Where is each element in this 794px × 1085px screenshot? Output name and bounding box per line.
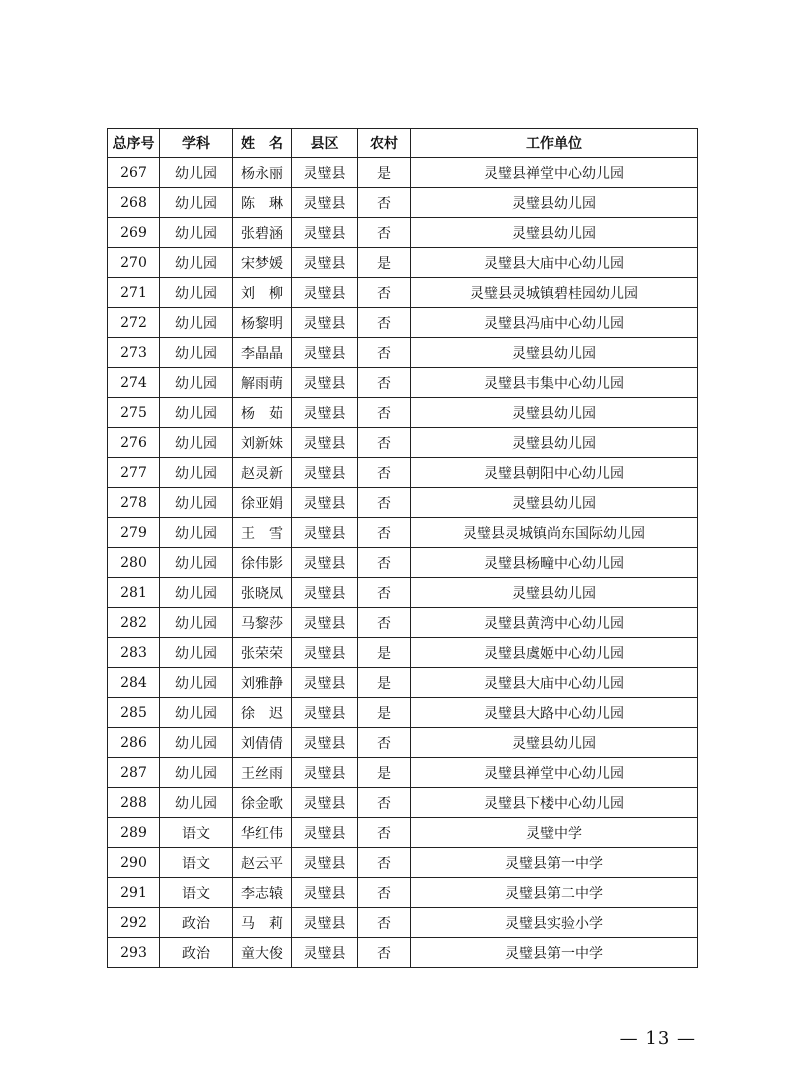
header-rural: 农村 <box>358 129 411 158</box>
cell-name: 刘倩倩 <box>233 728 292 758</box>
cell-county: 灵璧县 <box>292 728 358 758</box>
cell-rural: 否 <box>358 548 411 578</box>
cell-rural: 是 <box>358 758 411 788</box>
cell-subject: 语文 <box>160 848 233 878</box>
cell-county: 灵璧县 <box>292 278 358 308</box>
cell-serial-number: 274 <box>108 368 160 398</box>
table-row <box>108 308 698 338</box>
cell-county: 灵璧县 <box>292 518 358 548</box>
cell-serial-number: 285 <box>108 698 160 728</box>
cell-serial-number: 273 <box>108 338 160 368</box>
cell-serial-number: 275 <box>108 398 160 428</box>
cell-county: 灵璧县 <box>292 758 358 788</box>
cell-name: 杨永丽 <box>233 158 292 188</box>
cell-name: 陈 琳 <box>233 188 292 218</box>
cell-work-unit: 灵璧县幼儿园 <box>411 218 698 248</box>
table-row <box>108 458 698 488</box>
cell-subject: 幼儿园 <box>160 338 233 368</box>
cell-work-unit: 灵璧中学 <box>411 818 698 848</box>
cell-subject: 幼儿园 <box>160 488 233 518</box>
table-header-row <box>108 129 698 158</box>
cell-rural: 否 <box>358 428 411 458</box>
table-row <box>108 698 698 728</box>
cell-county: 灵璧县 <box>292 338 358 368</box>
cell-subject: 幼儿园 <box>160 218 233 248</box>
cell-work-unit: 灵璧县下楼中心幼儿园 <box>411 788 698 818</box>
cell-rural: 是 <box>358 668 411 698</box>
cell-serial-number: 288 <box>108 788 160 818</box>
cell-work-unit: 灵璧县韦集中心幼儿园 <box>411 368 698 398</box>
cell-subject: 幼儿园 <box>160 248 233 278</box>
cell-name: 杨黎明 <box>233 308 292 338</box>
header-subject: 学科 <box>160 129 233 158</box>
cell-serial-number: 293 <box>108 938 160 968</box>
cell-serial-number: 278 <box>108 488 160 518</box>
cell-name: 徐伟影 <box>233 548 292 578</box>
cell-rural: 是 <box>358 158 411 188</box>
cell-subject: 幼儿园 <box>160 788 233 818</box>
cell-work-unit: 灵璧县幼儿园 <box>411 578 698 608</box>
cell-serial-number: 270 <box>108 248 160 278</box>
table-row <box>108 608 698 638</box>
cell-subject: 幼儿园 <box>160 188 233 218</box>
cell-rural: 否 <box>358 488 411 518</box>
cell-work-unit: 灵璧县第一中学 <box>411 938 698 968</box>
cell-county: 灵璧县 <box>292 788 358 818</box>
cell-serial-number: 268 <box>108 188 160 218</box>
cell-subject: 幼儿园 <box>160 428 233 458</box>
cell-serial-number: 283 <box>108 638 160 668</box>
cell-serial-number: 280 <box>108 548 160 578</box>
table-row <box>108 488 698 518</box>
table-row <box>108 668 698 698</box>
cell-subject: 幼儿园 <box>160 698 233 728</box>
cell-subject: 幼儿园 <box>160 518 233 548</box>
cell-county: 灵璧县 <box>292 698 358 728</box>
table-row <box>108 278 698 308</box>
cell-rural: 是 <box>358 638 411 668</box>
cell-rural: 否 <box>358 938 411 968</box>
cell-work-unit: 灵璧县幼儿园 <box>411 398 698 428</box>
cell-rural: 否 <box>358 818 411 848</box>
cell-serial-number: 291 <box>108 878 160 908</box>
page-number: — 13 — <box>619 1028 696 1049</box>
cell-name: 解雨萌 <box>233 368 292 398</box>
table-row <box>108 938 698 968</box>
cell-name: 王丝雨 <box>233 758 292 788</box>
cell-subject: 幼儿园 <box>160 548 233 578</box>
cell-county: 灵璧县 <box>292 938 358 968</box>
cell-work-unit: 灵璧县虞姬中心幼儿园 <box>411 638 698 668</box>
cell-county: 灵璧县 <box>292 548 358 578</box>
cell-county: 灵璧县 <box>292 578 358 608</box>
cell-rural: 否 <box>358 218 411 248</box>
cell-subject: 幼儿园 <box>160 278 233 308</box>
cell-serial-number: 282 <box>108 608 160 638</box>
cell-subject: 幼儿园 <box>160 398 233 428</box>
cell-subject: 幼儿园 <box>160 758 233 788</box>
table-row <box>108 158 698 188</box>
cell-county: 灵璧县 <box>292 368 358 398</box>
cell-work-unit: 灵璧县第一中学 <box>411 848 698 878</box>
cell-county: 灵璧县 <box>292 428 358 458</box>
cell-name: 张荣荣 <box>233 638 292 668</box>
cell-subject: 政治 <box>160 908 233 938</box>
cell-name: 赵云平 <box>233 848 292 878</box>
cell-name: 徐亚娟 <box>233 488 292 518</box>
cell-subject: 幼儿园 <box>160 458 233 488</box>
cell-work-unit: 灵璧县黄湾中心幼儿园 <box>411 608 698 638</box>
cell-rural: 否 <box>358 908 411 938</box>
cell-county: 灵璧县 <box>292 638 358 668</box>
roster-table <box>107 128 698 968</box>
cell-rural: 是 <box>358 248 411 278</box>
cell-work-unit: 灵璧县幼儿园 <box>411 728 698 758</box>
cell-rural: 否 <box>358 788 411 818</box>
cell-name: 华红伟 <box>233 818 292 848</box>
table-row <box>108 218 698 248</box>
cell-work-unit: 灵璧县杨疃中心幼儿园 <box>411 548 698 578</box>
cell-serial-number: 290 <box>108 848 160 878</box>
cell-work-unit: 灵璧县幼儿园 <box>411 488 698 518</box>
table-body <box>108 158 698 968</box>
cell-serial-number: 286 <box>108 728 160 758</box>
cell-subject: 政治 <box>160 938 233 968</box>
table-row <box>108 368 698 398</box>
cell-serial-number: 287 <box>108 758 160 788</box>
table-row <box>108 188 698 218</box>
cell-rural: 否 <box>358 518 411 548</box>
table-row <box>108 788 698 818</box>
cell-serial-number: 281 <box>108 578 160 608</box>
cell-serial-number: 269 <box>108 218 160 248</box>
cell-county: 灵璧县 <box>292 608 358 638</box>
cell-county: 灵璧县 <box>292 308 358 338</box>
cell-name: 马黎莎 <box>233 608 292 638</box>
table-row <box>108 548 698 578</box>
cell-rural: 否 <box>358 878 411 908</box>
cell-work-unit: 灵璧县实验小学 <box>411 908 698 938</box>
header-work-unit: 工作单位 <box>411 129 698 158</box>
cell-county: 灵璧县 <box>292 848 358 878</box>
cell-name: 杨 茹 <box>233 398 292 428</box>
cell-work-unit: 灵璧县幼儿园 <box>411 338 698 368</box>
table-row <box>108 758 698 788</box>
table-row <box>108 518 698 548</box>
cell-serial-number: 279 <box>108 518 160 548</box>
cell-county: 灵璧县 <box>292 908 358 938</box>
cell-county: 灵璧县 <box>292 158 358 188</box>
cell-work-unit: 灵璧县灵城镇碧桂园幼儿园 <box>411 278 698 308</box>
cell-name: 马 莉 <box>233 908 292 938</box>
cell-serial-number: 272 <box>108 308 160 338</box>
cell-serial-number: 277 <box>108 458 160 488</box>
table-row <box>108 878 698 908</box>
cell-county: 灵璧县 <box>292 668 358 698</box>
header-county: 县区 <box>292 129 358 158</box>
cell-rural: 否 <box>358 278 411 308</box>
cell-county: 灵璧县 <box>292 878 358 908</box>
cell-subject: 幼儿园 <box>160 578 233 608</box>
cell-subject: 幼儿园 <box>160 668 233 698</box>
cell-rural: 否 <box>358 308 411 338</box>
cell-name: 王 雪 <box>233 518 292 548</box>
cell-rural: 否 <box>358 368 411 398</box>
cell-county: 灵璧县 <box>292 488 358 518</box>
cell-name: 李晶晶 <box>233 338 292 368</box>
cell-name: 童大俊 <box>233 938 292 968</box>
cell-serial-number: 289 <box>108 818 160 848</box>
cell-work-unit: 灵璧县灵城镇尚东国际幼儿园 <box>411 518 698 548</box>
cell-county: 灵璧县 <box>292 248 358 278</box>
cell-name: 赵灵新 <box>233 458 292 488</box>
table-row <box>108 248 698 278</box>
header-serial-number: 总序号 <box>108 129 160 158</box>
header-name: 姓 名 <box>233 129 292 158</box>
cell-name: 李志辕 <box>233 878 292 908</box>
table-row <box>108 908 698 938</box>
cell-rural: 否 <box>358 188 411 218</box>
cell-work-unit: 灵璧县冯庙中心幼儿园 <box>411 308 698 338</box>
table-row <box>108 818 698 848</box>
table-row <box>108 398 698 428</box>
cell-rural: 否 <box>358 728 411 758</box>
cell-serial-number: 292 <box>108 908 160 938</box>
cell-work-unit: 灵璧县大庙中心幼儿园 <box>411 668 698 698</box>
cell-work-unit: 灵璧县禅堂中心幼儿园 <box>411 158 698 188</box>
cell-county: 灵璧县 <box>292 218 358 248</box>
table-row <box>108 638 698 668</box>
cell-work-unit: 灵璧县幼儿园 <box>411 428 698 458</box>
cell-name: 徐金歌 <box>233 788 292 818</box>
cell-subject: 幼儿园 <box>160 638 233 668</box>
cell-name: 刘 柳 <box>233 278 292 308</box>
cell-serial-number: 271 <box>108 278 160 308</box>
cell-subject: 幼儿园 <box>160 308 233 338</box>
cell-subject: 幼儿园 <box>160 608 233 638</box>
cell-county: 灵璧县 <box>292 188 358 218</box>
cell-county: 灵璧县 <box>292 818 358 848</box>
cell-serial-number: 267 <box>108 158 160 188</box>
cell-work-unit: 灵璧县大路中心幼儿园 <box>411 698 698 728</box>
cell-name: 张碧涵 <box>233 218 292 248</box>
cell-work-unit: 灵璧县禅堂中心幼儿园 <box>411 758 698 788</box>
cell-serial-number: 276 <box>108 428 160 458</box>
cell-subject: 幼儿园 <box>160 728 233 758</box>
cell-rural: 否 <box>358 458 411 488</box>
cell-work-unit: 灵璧县朝阳中心幼儿园 <box>411 458 698 488</box>
cell-county: 灵璧县 <box>292 398 358 428</box>
cell-work-unit: 灵璧县幼儿园 <box>411 188 698 218</box>
table-row <box>108 338 698 368</box>
cell-name: 刘雅静 <box>233 668 292 698</box>
cell-work-unit: 灵璧县大庙中心幼儿园 <box>411 248 698 278</box>
cell-subject: 语文 <box>160 818 233 848</box>
cell-rural: 否 <box>358 398 411 428</box>
table-row <box>108 578 698 608</box>
cell-rural: 否 <box>358 848 411 878</box>
cell-rural: 是 <box>358 698 411 728</box>
cell-serial-number: 284 <box>108 668 160 698</box>
cell-name: 刘新妹 <box>233 428 292 458</box>
cell-subject: 语文 <box>160 878 233 908</box>
cell-name: 张晓凤 <box>233 578 292 608</box>
cell-subject: 幼儿园 <box>160 158 233 188</box>
cell-name: 宋梦媛 <box>233 248 292 278</box>
cell-rural: 否 <box>358 338 411 368</box>
table-row <box>108 848 698 878</box>
cell-rural: 否 <box>358 578 411 608</box>
cell-subject: 幼儿园 <box>160 368 233 398</box>
cell-work-unit: 灵璧县第二中学 <box>411 878 698 908</box>
table-row <box>108 428 698 458</box>
table-row <box>108 728 698 758</box>
cell-county: 灵璧县 <box>292 458 358 488</box>
cell-name: 徐 迟 <box>233 698 292 728</box>
cell-rural: 否 <box>358 608 411 638</box>
